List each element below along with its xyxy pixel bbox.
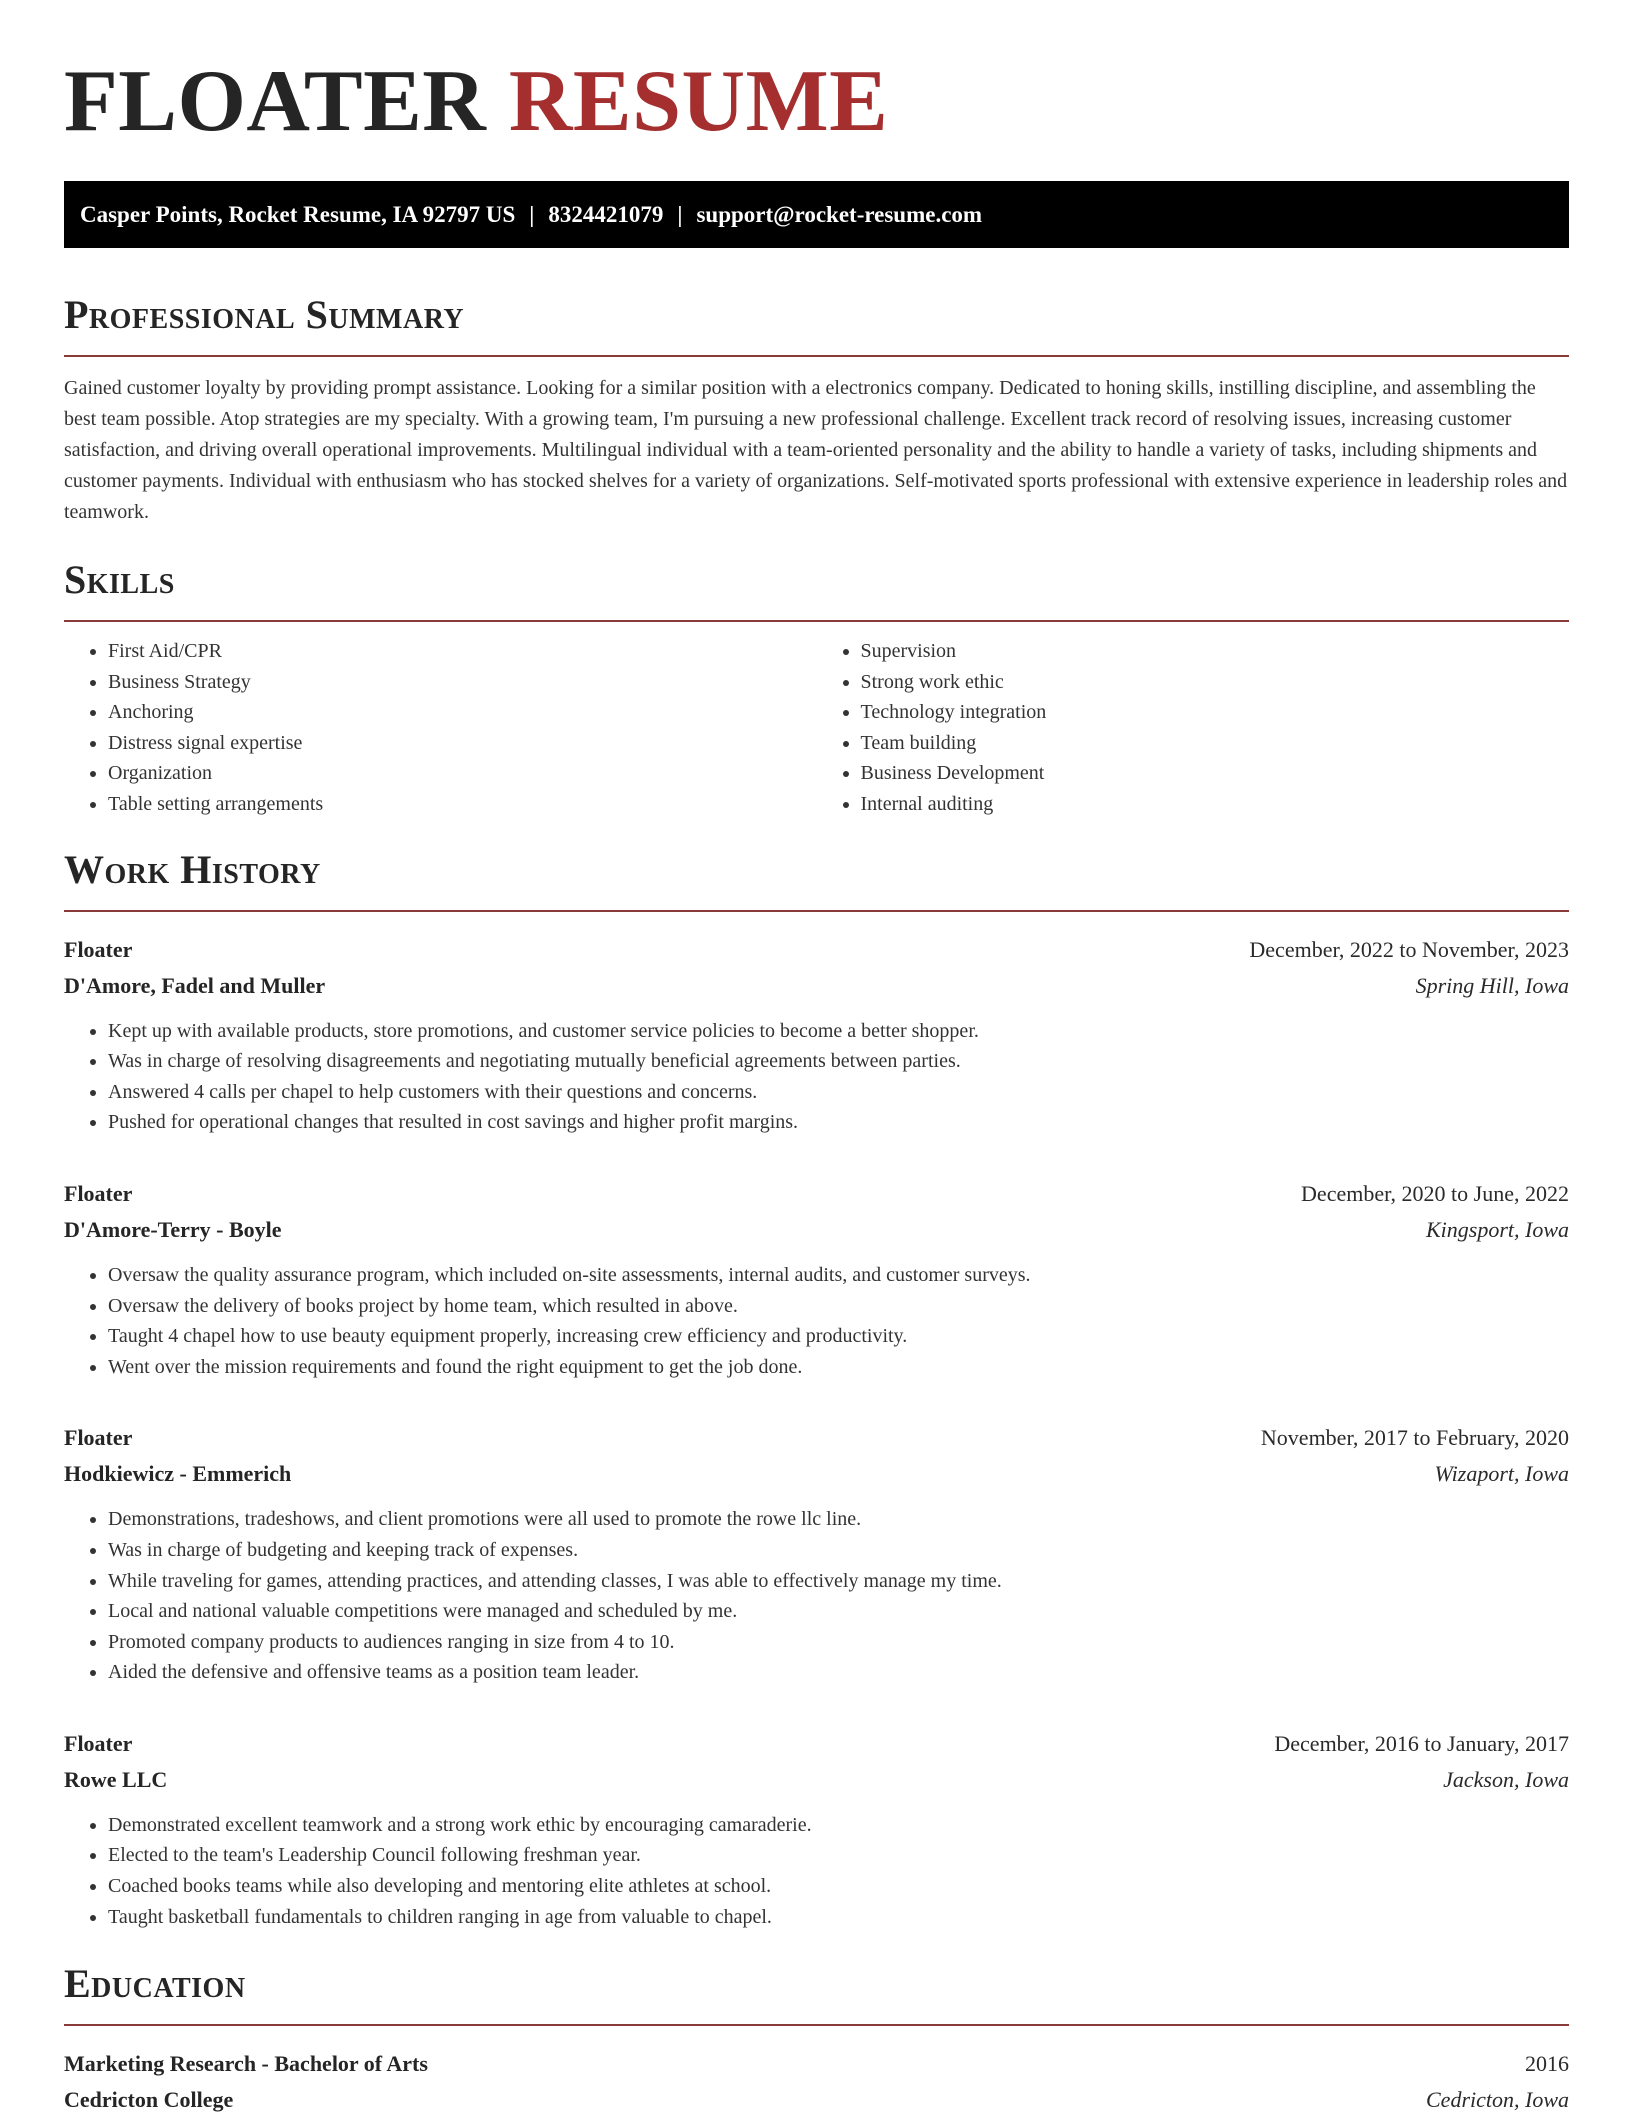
job-dates: December, 2020 to June, 2022 [1301,1180,1569,1206]
job-bullet: • Oversaw the delivery of books project by home team, which resulted in above. [108,1291,1569,1322]
skill-item: • Strong work ethic [861,667,1570,698]
skill-item: • Internal auditing [861,789,1570,820]
education-degree: Marketing Research - Bachelor of Arts [64,2051,428,2077]
section-divider [64,355,1569,357]
skill-item: • Organization [108,758,817,789]
job-bullet: • Kept up with available products, store promotions, and customer service policies to become a better shopper. [108,1016,1569,1047]
job-location: Spring Hill, Iowa [1415,972,1569,998]
skills-list-right [817,636,1570,820]
section-title-education: Education [64,1961,246,2007]
skills-list-left [64,636,817,820]
skill-item: • Team building [861,728,1570,759]
section-title-work-history: Work History [64,846,321,892]
job-location: Wizaport, Iowa [1434,1461,1569,1487]
last-name: RESUME [508,53,889,150]
education-section [64,1960,1569,2118]
skill-item: • Supervision [861,636,1570,667]
job-bullet: • Answered 4 calls per chapel to help customers with their questions and concerns. [108,1077,1569,1108]
job-location: Kingsport, Iowa [1425,1216,1569,1242]
job-bullet: • Was in charge of budgeting and keeping track of expenses. [108,1535,1569,1566]
job-bullet: • Was in charge of resolving disagreements and negotiating mutually beneficial agreements between parties. [108,1046,1569,1077]
contact-bar [64,181,1569,248]
section-divider [64,2024,1569,2026]
job-bullet: • Taught basketball fundamentals to children ranging in age from valuable to chapel. [108,1902,1569,1933]
skills-section [64,556,1569,820]
contact-address: Casper Points, Rocket Resume, IA 92797 US [80,202,516,227]
job-bullet: • Oversaw the quality assurance program, which included on-site assessments, internal audits, and customer surveys. [108,1260,1569,1291]
job-bullets [64,1810,1569,1932]
job-company: D'Amore-Terry - Boyle [64,1216,282,1242]
summary-text: Gained customer loyalty by providing prompt assistance. Looking for a similar position with a electronics company. Dedicated to honing skills, instilling discipline, and assembling the best team possible. Atop strategies are my specialty. With a growing team, I'm pursuing a new professional challenge. Excellent track record of resolving issues, increasing customer satisfaction, and driving overall operational improvements. Multilingual individual with a team-oriented personality and the ability to handle a variety of tasks, including shipments and customer payments. Individual with enthusiasm who has stocked shelves for a variety of organizations. Self-motivated sports professional with extensive experience in leadership roles and teamwork. [64,377,1568,523]
job-bullets [64,1260,1569,1382]
skill-item: • Table setting arrangements [108,789,817,820]
contact-separator: | [677,202,683,227]
job-dates: December, 2016 to January, 2017 [1274,1730,1569,1756]
section-divider [64,620,1569,622]
section-title-summary: Professional Summary [64,292,465,337]
job-bullet: • While traveling for games, attending practices, and attending classes, I was able to effectively manage my time. [108,1566,1569,1597]
skill-item: • Business Development [861,758,1570,789]
job-company: D'Amore, Fadel and Muller [64,972,326,998]
job-bullet: • Went over the mission requirements and found the right equipment to get the job done. [108,1352,1569,1383]
skill-item: • Technology integration [861,697,1570,728]
section-divider [64,910,1569,912]
job-entry [64,1726,1569,1932]
job-entry [64,1420,1569,1688]
job-bullet: • Promoted company products to audiences ranging in size from 4 to 10. [108,1627,1569,1658]
job-bullet: • Coached books teams while also developing and mentoring elite athletes at school. [108,1871,1569,1902]
education-location: Cedricton, Iowa [1426,2087,1569,2113]
first-name: FLOATER [64,53,487,150]
education-entry [64,2046,1569,2118]
section-title-skills: Skills [64,557,175,602]
job-title: Floater [64,1425,133,1451]
contact-phone: 8324421079 [548,202,664,227]
skill-item: • Anchoring [108,697,817,728]
education-school: Cedricton College [64,2087,234,2113]
job-bullet: • Local and national valuable competitions were managed and scheduled by me. [108,1596,1569,1627]
job-bullet: • Aided the defensive and offensive teams as a position team leader. [108,1657,1569,1688]
job-bullet: • Demonstrated excellent teamwork and a strong work ethic by encouraging camaraderie. [108,1810,1569,1841]
contact-email: support@rocket-resume.com [696,202,983,227]
job-bullet: • Pushed for operational changes that resulted in cost savings and higher profit margins. [108,1107,1569,1138]
job-entry [64,932,1569,1138]
professional-summary-section [64,291,1569,528]
job-bullets [64,1504,1569,1688]
job-bullet: • Elected to the team's Leadership Council following freshman year. [108,1840,1569,1871]
job-title: Floater [64,1730,133,1756]
contact-separator: | [529,202,535,227]
work-history-section [64,846,1569,1933]
job-entry [64,1176,1569,1382]
education-year: 2016 [1525,2051,1569,2077]
skill-item: • Business Strategy [108,667,817,698]
job-bullet: • Demonstrations, tradeshows, and client promotions were all used to promote the rowe llc line. [108,1504,1569,1535]
job-dates: December, 2022 to November, 2023 [1249,936,1569,962]
skills-columns [64,636,1569,820]
job-location: Jackson, Iowa [1443,1766,1569,1792]
skill-item: • First Aid/CPR [108,636,817,667]
job-bullets [64,1016,1569,1138]
job-dates: November, 2017 to February, 2020 [1260,1425,1569,1451]
job-title: Floater [64,1180,133,1206]
job-company: Rowe LLC [64,1766,168,1792]
job-bullet: • Taught 4 chapel how to use beauty equipment properly, increasing crew efficiency and productivity. [108,1321,1569,1352]
job-company: Hodkiewicz - Emmerich [64,1461,292,1487]
resume-name-heading [64,52,1569,152]
skill-item: • Distress signal expertise [108,728,817,759]
job-title: Floater [64,936,133,962]
